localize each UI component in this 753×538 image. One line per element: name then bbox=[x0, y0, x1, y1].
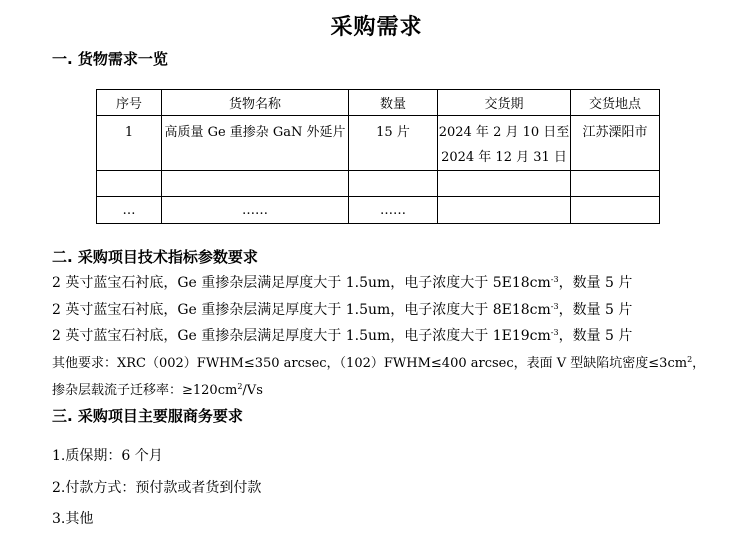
mobility-line: 掺杂层载流子迁移率：$\ge 120cm^2/Vs$ bbox=[52, 382, 263, 398]
period-line-2: 2024 年 12 月 31 日 bbox=[441, 150, 567, 165]
section-3-heading: 三. 采购项目主要服商务要求 bbox=[52, 407, 243, 425]
table-row bbox=[97, 171, 660, 197]
header-no: 序号 bbox=[97, 90, 162, 116]
spec-line: 2 英寸蓝宝石衬底，Ge 重掺杂层满足厚度大于 1.5um，电子浓度大于 $5E18cm^{-3}$，数量 5 片 bbox=[52, 275, 633, 291]
cell-empty bbox=[438, 171, 571, 197]
table-row bbox=[97, 116, 660, 171]
period-line-1: 2024 年 2 月 10 日至 bbox=[438, 125, 570, 140]
cell-period bbox=[438, 116, 571, 171]
section-1-heading: 一. 货物需求一览 bbox=[52, 50, 168, 68]
cell-empty bbox=[571, 197, 660, 224]
cell-empty bbox=[571, 171, 660, 197]
cell-qty: 15 片 bbox=[349, 116, 438, 171]
commerce-item: 2.付款方式：预付款或者货到付款 bbox=[52, 480, 262, 496]
other-requirements-line: 其他要求：XRC（002）FWHM≤350 arcsec，（102）FWHM≤400 arcsec，表面 V 型缺陷坑密度$\le 3cm^2$， bbox=[52, 355, 706, 371]
cell-empty bbox=[438, 197, 571, 224]
header-period: 交货期 bbox=[438, 90, 571, 116]
table-row bbox=[97, 197, 660, 224]
cell-name: …… bbox=[162, 197, 349, 224]
cell-place: 江苏溧阳市 bbox=[571, 116, 660, 171]
spec-line: 2 英寸蓝宝石衬底，Ge 重掺杂层满足厚度大于 1.5um，电子浓度大于 $8E18cm^{-3}$，数量 5 片 bbox=[52, 302, 633, 318]
commerce-item: 3.其他 bbox=[52, 511, 94, 527]
commerce-item: 1.质保期：6 个月 bbox=[52, 448, 163, 464]
cell-empty bbox=[162, 171, 349, 197]
header-place: 交货地点 bbox=[571, 90, 660, 116]
header-qty: 数量 bbox=[349, 90, 438, 116]
cell-empty bbox=[349, 171, 438, 197]
cell-qty: …… bbox=[349, 197, 438, 224]
cell-no: … bbox=[97, 197, 162, 224]
spec-line: 2 英寸蓝宝石衬底，Ge 重掺杂层满足厚度大于 1.5um，电子浓度大于 $1E19cm^{-3}$，数量 5 片 bbox=[52, 328, 633, 344]
cell-name: 高质量 Ge 重掺杂 GaN 外延片 bbox=[162, 116, 349, 171]
cell-no: 1 bbox=[97, 116, 162, 171]
goods-table bbox=[96, 89, 660, 224]
header-name: 货物名称 bbox=[162, 90, 349, 116]
section-2-heading: 二. 采购项目技术指标参数要求 bbox=[52, 248, 258, 266]
page-title: 采购需求 bbox=[330, 15, 423, 40]
cell-empty bbox=[97, 171, 162, 197]
table-header-row bbox=[97, 90, 660, 116]
